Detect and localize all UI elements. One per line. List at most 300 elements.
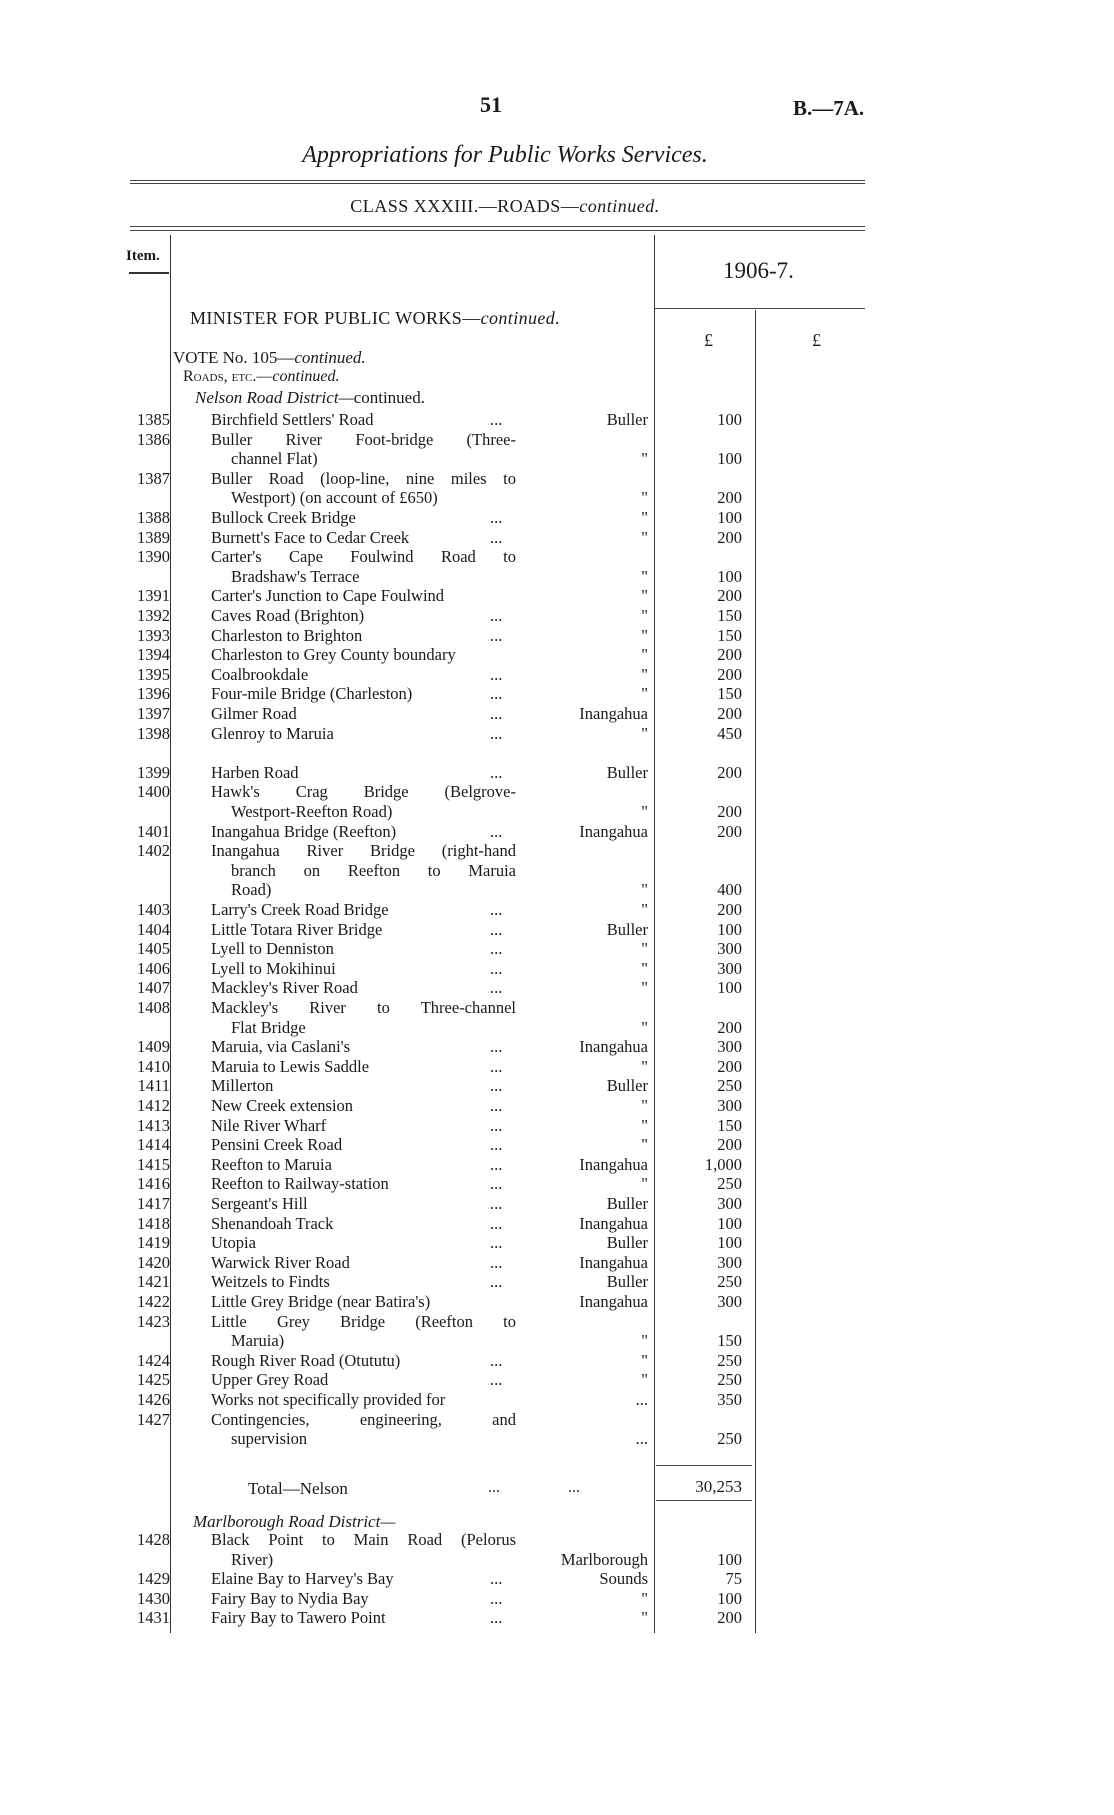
description-line: Little Totara River Bridge xyxy=(211,919,383,939)
description-line: Warwick River Road xyxy=(211,1252,350,1272)
item-number: 1415 xyxy=(137,1154,170,1174)
item-number: 1405 xyxy=(137,939,170,959)
county-name: " xyxy=(641,978,648,998)
item-description xyxy=(211,782,516,821)
description-line: Westport-Reefton Road) xyxy=(231,801,393,821)
leader-dots: ... xyxy=(490,723,503,743)
amount: 100 xyxy=(717,449,742,469)
leader-dots: ... xyxy=(490,684,503,704)
description-line: Four-mile Bridge (Charleston) xyxy=(211,684,413,704)
amount: 150 xyxy=(717,1115,742,1135)
description-line: Inangahua River Bridge (right-hand xyxy=(211,841,516,861)
description-line: Mackley's River to Three-channel xyxy=(211,998,516,1017)
item-number: 1418 xyxy=(137,1213,170,1233)
county-name: Buller xyxy=(606,1194,648,1213)
item-number: 1408 xyxy=(137,998,170,1017)
amount: 200 xyxy=(717,762,742,782)
minister-suffix: continued. xyxy=(480,308,561,328)
county-name: " xyxy=(641,1608,648,1628)
total-leader-dots-2: ... xyxy=(568,1479,580,1496)
item-description xyxy=(211,1057,516,1077)
amount: 100 xyxy=(717,978,742,998)
amount: 200 xyxy=(717,1135,742,1155)
total-rule-top xyxy=(656,1465,752,1466)
county-name: Buller xyxy=(606,410,648,429)
county-name: " xyxy=(641,664,648,684)
item-description xyxy=(211,665,516,685)
amount: 200 xyxy=(717,1056,742,1076)
amount: 400 xyxy=(717,880,742,900)
county-name: Buller xyxy=(606,1233,648,1253)
amount: 250 xyxy=(717,1429,742,1449)
county-name: " xyxy=(641,1350,648,1370)
amount: 300 xyxy=(717,1096,742,1115)
amount: 200 xyxy=(717,801,742,821)
amount: 300 xyxy=(717,958,742,978)
leader-dots: ... xyxy=(490,704,503,723)
item-number: 1397 xyxy=(137,704,170,723)
item-number: 1400 xyxy=(137,782,170,802)
county-name: " xyxy=(641,801,648,821)
description-line: Lyell to Mokihinui xyxy=(211,958,336,978)
description-line: Little Grey Bridge (Reefton to xyxy=(211,1311,516,1331)
item-number: 1396 xyxy=(137,684,170,704)
county-name: Sounds xyxy=(599,1569,648,1589)
item-number: 1414 xyxy=(137,1135,170,1155)
description-line: Charleston to Grey County boundary xyxy=(211,645,456,665)
description-line: Lyell to Denniston xyxy=(211,939,334,959)
item-description xyxy=(211,920,516,940)
description-line: Birchfield Settlers' Road xyxy=(211,410,374,429)
item-description xyxy=(211,822,516,842)
description-line: Works not specifically provided for xyxy=(211,1390,446,1409)
county-name: " xyxy=(641,1174,648,1194)
description-line: Black Point to Main Road (Pelorus xyxy=(211,1530,516,1549)
leader-dots: ... xyxy=(490,1037,503,1057)
item-number: 1424 xyxy=(137,1350,170,1370)
item-description xyxy=(211,410,516,430)
item-description xyxy=(211,1370,516,1390)
minister-text: MINISTER FOR PUBLIC WORKS— xyxy=(190,308,481,328)
item-description xyxy=(211,1530,516,1569)
county-name: Marlborough xyxy=(560,1549,648,1569)
item-number: 1394 xyxy=(137,645,170,665)
description-line: Flat Bridge xyxy=(231,1017,306,1037)
item-number: 1419 xyxy=(137,1233,170,1253)
leader-dots: ... xyxy=(490,1252,503,1272)
district-suffix: continued. xyxy=(353,388,425,407)
roads-suffix: continued. xyxy=(272,368,340,385)
item-number: 1388 xyxy=(137,508,170,527)
item-description xyxy=(211,939,516,959)
item-number: 1389 xyxy=(137,527,170,547)
description-line: Caves Road (Brighton) xyxy=(211,606,365,625)
item-number: 1391 xyxy=(137,586,170,606)
description-line: Rough River Road (Otututu) xyxy=(211,1350,401,1370)
leader-dots: ... xyxy=(490,1272,503,1292)
amount: 200 xyxy=(717,488,742,508)
leader-dots: ... xyxy=(490,1135,503,1155)
county-name: ... xyxy=(635,1429,648,1449)
item-number: 1423 xyxy=(137,1311,170,1331)
leader-dots: ... xyxy=(490,1056,503,1076)
county-name: " xyxy=(641,586,648,606)
leader-dots: ... xyxy=(490,958,503,978)
class-heading-text: CLASS XXXIII.—ROADS— xyxy=(350,196,580,216)
amount: 150 xyxy=(717,684,742,704)
item-description xyxy=(211,1253,516,1273)
item-number: 1387 xyxy=(137,468,170,488)
county-name: Inangahua xyxy=(579,1292,648,1311)
leader-dots: ... xyxy=(490,762,503,782)
leader-dots: ... xyxy=(490,508,503,527)
amount: 100 xyxy=(717,508,742,527)
item-number: 1411 xyxy=(137,1076,170,1096)
item-number: 1407 xyxy=(137,978,170,998)
county-name: Buller xyxy=(606,1272,648,1292)
item-description xyxy=(211,1194,516,1214)
county-name: " xyxy=(641,508,648,527)
leader-dots: ... xyxy=(490,410,503,429)
description-line: Gilmer Road xyxy=(211,704,297,723)
description-line: Pensini Creek Road xyxy=(211,1135,343,1155)
amount: 100 xyxy=(717,410,742,429)
item-description xyxy=(211,1312,516,1351)
county-name: " xyxy=(641,449,648,469)
description-line: Westport) (on account of £650) xyxy=(231,488,438,508)
item-number: 1422 xyxy=(137,1292,170,1311)
description-line: Carter's Junction to Cape Foulwind xyxy=(211,586,445,606)
page-title: Appropriations for Public Works Services. xyxy=(302,142,708,168)
description-line: Glenroy to Maruia xyxy=(211,723,334,743)
leader-dots: ... xyxy=(490,1096,503,1115)
description-line: Buller Road (loop-line, nine miles to xyxy=(211,468,516,488)
leader-dots: ... xyxy=(490,1608,503,1628)
amount: 100 xyxy=(717,919,742,939)
description-line: Fairy Bay to Tawero Point xyxy=(211,1608,386,1628)
description-line: Hawk's Crag Bridge (Belgrove- xyxy=(211,782,516,802)
amount: 450 xyxy=(717,723,742,743)
item-description xyxy=(211,430,516,469)
amount: 150 xyxy=(717,625,742,645)
county-name: Inangahua xyxy=(579,1252,648,1272)
item-description xyxy=(211,1096,516,1116)
item-number: 1399 xyxy=(137,762,170,782)
description-line: Reefton to Railway-station xyxy=(211,1174,389,1194)
item-description xyxy=(211,1155,516,1175)
item-number: 1390 xyxy=(137,547,170,567)
item-number: 1412 xyxy=(137,1096,170,1115)
description-line: Fairy Bay to Nydia Bay xyxy=(211,1588,369,1608)
item-description xyxy=(211,626,516,646)
amount: 250 xyxy=(717,1370,742,1390)
item-number: 1404 xyxy=(137,919,170,939)
item-number: 1421 xyxy=(137,1272,170,1292)
amount: 200 xyxy=(717,527,742,547)
amount: 75 xyxy=(725,1569,742,1589)
item-description xyxy=(211,1174,516,1194)
county-name: " xyxy=(641,880,648,900)
amount: 300 xyxy=(717,1194,742,1213)
description-line: Carter's Cape Foulwind Road to xyxy=(211,547,516,567)
description-line: Maruia to Lewis Saddle xyxy=(211,1056,370,1076)
item-number: 1416 xyxy=(137,1174,170,1194)
item-description xyxy=(211,900,516,920)
county-name: " xyxy=(641,1331,648,1351)
item-number: 1417 xyxy=(137,1194,170,1213)
item-description xyxy=(211,1272,516,1292)
amount: 200 xyxy=(717,1017,742,1037)
total-leader-dots-1: ... xyxy=(488,1479,500,1496)
item-number: 1406 xyxy=(137,958,170,978)
description-line: Larry's Creek Road Bridge xyxy=(211,900,389,919)
item-number: 1428 xyxy=(137,1530,170,1549)
roads-text: Roads, etc.— xyxy=(183,368,273,385)
item-description xyxy=(211,998,516,1037)
item-number: 1426 xyxy=(137,1390,170,1409)
item-description xyxy=(211,1076,516,1096)
description-line: Inangahua Bridge (Reefton) xyxy=(211,821,397,841)
leader-dots: ... xyxy=(490,1233,503,1253)
item-description xyxy=(211,978,516,998)
year-column-header: 1906-7. xyxy=(723,258,794,283)
description-line: Charleston to Brighton xyxy=(211,625,363,645)
county-name: " xyxy=(641,1096,648,1115)
description-line: Sergeant's Hill xyxy=(211,1194,308,1213)
amount: 300 xyxy=(717,939,742,959)
item-description xyxy=(211,1410,516,1449)
item-number: 1431 xyxy=(137,1608,170,1628)
description-line: channel Flat) xyxy=(231,449,318,469)
leader-dots: ... xyxy=(490,939,503,959)
item-description xyxy=(211,645,516,665)
item-description xyxy=(211,1351,516,1371)
leader-dots: ... xyxy=(490,606,503,625)
item-number: 1392 xyxy=(137,606,170,625)
leader-dots: ... xyxy=(490,821,503,841)
item-description xyxy=(211,1233,516,1253)
item-number: 1425 xyxy=(137,1370,170,1390)
description-line: supervision xyxy=(231,1429,308,1449)
total-label: Total—Nelson xyxy=(248,1479,348,1498)
description-line: Coalbrookdale xyxy=(211,664,309,684)
leader-dots: ... xyxy=(490,978,503,998)
leader-dots: ... xyxy=(490,1194,503,1213)
leader-dots: ... xyxy=(490,1370,503,1390)
item-number: 1430 xyxy=(137,1588,170,1608)
item-number: 1427 xyxy=(137,1409,170,1429)
description-line: Maruia) xyxy=(231,1331,285,1351)
description-line: Bradshaw's Terrace xyxy=(231,566,360,586)
amount: 300 xyxy=(717,1252,742,1272)
county-name: " xyxy=(641,1017,648,1037)
description-line: Bullock Creek Bridge xyxy=(211,508,356,527)
leader-dots: ... xyxy=(490,1350,503,1370)
leader-dots: ... xyxy=(490,1076,503,1096)
description-line: Harben Road xyxy=(211,762,299,782)
leader-dots: ... xyxy=(490,527,503,547)
item-description xyxy=(211,1037,516,1057)
amount: 200 xyxy=(717,664,742,684)
item-number: 1395 xyxy=(137,664,170,684)
item-description xyxy=(211,1390,516,1410)
county-name: Inangahua xyxy=(579,704,648,723)
item-description xyxy=(211,1135,516,1155)
description-line: Reefton to Maruia xyxy=(211,1154,332,1174)
leader-dots: ... xyxy=(490,1115,503,1135)
item-description xyxy=(211,606,516,626)
amount: 250 xyxy=(717,1350,742,1370)
item-number: 1386 xyxy=(137,429,170,449)
description-line: Nile River Wharf xyxy=(211,1115,327,1135)
item-number: 1409 xyxy=(137,1037,170,1057)
amount: 300 xyxy=(717,1037,742,1057)
county-name: Buller xyxy=(606,1076,648,1096)
item-description xyxy=(211,841,516,900)
item-description xyxy=(211,528,516,548)
document-reference: B.—7A. xyxy=(793,96,865,120)
description-line: Millerton xyxy=(211,1076,274,1096)
leader-dots: ... xyxy=(490,1569,503,1589)
amount: 100 xyxy=(717,566,742,586)
total-value: 30,253 xyxy=(695,1477,742,1496)
item-number: 1429 xyxy=(137,1569,170,1589)
item-number: 1420 xyxy=(137,1252,170,1272)
county-name: " xyxy=(641,566,648,586)
item-description xyxy=(211,1214,516,1234)
item-description xyxy=(211,1608,516,1628)
description-line: Mackley's River Road xyxy=(211,978,358,998)
description-line: branch on Reefton to Maruia xyxy=(231,860,516,880)
amount: 150 xyxy=(717,1331,742,1351)
county-name: " xyxy=(641,939,648,959)
vote-text: VOTE No. 105— xyxy=(173,348,295,367)
total-rule-bottom xyxy=(656,1500,752,1501)
leader-dots: ... xyxy=(490,1213,503,1233)
county-name: Inangahua xyxy=(579,821,648,841)
county-name: " xyxy=(641,606,648,625)
marlborough-district-heading: Marlborough Road District— xyxy=(193,1512,396,1531)
item-description xyxy=(211,586,516,606)
item-number: 1393 xyxy=(137,625,170,645)
amount: 200 xyxy=(717,704,742,723)
county-name: " xyxy=(641,900,648,919)
item-description xyxy=(211,1292,516,1312)
currency-header-1: £ xyxy=(704,330,713,350)
amount: 250 xyxy=(717,1272,742,1292)
item-description xyxy=(211,704,516,724)
item-description xyxy=(211,469,516,508)
vote-suffix: continued. xyxy=(294,348,366,367)
amount: 200 xyxy=(717,821,742,841)
item-number: 1385 xyxy=(137,410,170,429)
amount: 300 xyxy=(717,1292,742,1311)
county-name: " xyxy=(641,1588,648,1608)
description-line: Elaine Bay to Harvey's Bay xyxy=(211,1569,394,1589)
county-name: ... xyxy=(635,1390,648,1409)
class-heading-suffix: continued. xyxy=(579,196,660,216)
item-description xyxy=(211,1116,516,1136)
description-line: Upper Grey Road xyxy=(211,1370,329,1390)
description-line: Burnett's Face to Cedar Creek xyxy=(211,527,410,547)
leader-dots: ... xyxy=(490,919,503,939)
amount: 250 xyxy=(717,1174,742,1194)
description-line: Utopia xyxy=(211,1233,256,1253)
amount: 100 xyxy=(717,1588,742,1608)
amount: 1,000 xyxy=(704,1154,742,1174)
item-description xyxy=(211,763,516,783)
description-line: Weitzels to Findts xyxy=(211,1272,330,1292)
description-line: River) xyxy=(231,1549,274,1569)
county-name: Buller xyxy=(606,919,648,939)
amount: 150 xyxy=(717,606,742,625)
item-number: 1402 xyxy=(137,841,170,861)
county-name: " xyxy=(641,488,648,508)
amount: 350 xyxy=(717,1390,742,1409)
county-name: " xyxy=(641,723,648,743)
county-name: " xyxy=(641,1135,648,1155)
item-description xyxy=(211,724,516,744)
county-name: " xyxy=(641,958,648,978)
item-description xyxy=(211,1589,516,1609)
amount: 100 xyxy=(717,1213,742,1233)
description-line: Maruia, via Caslani's xyxy=(211,1037,351,1057)
district-text: Nelson Road District— xyxy=(195,388,354,407)
county-name: " xyxy=(641,625,648,645)
county-name: Buller xyxy=(606,762,648,782)
description-line: New Creek extension xyxy=(211,1096,354,1115)
county-name: Inangahua xyxy=(579,1213,648,1233)
amount: 200 xyxy=(717,586,742,606)
currency-header-2: £ xyxy=(812,330,821,350)
county-name: Inangahua xyxy=(579,1154,648,1174)
leader-dots: ... xyxy=(490,1154,503,1174)
amount: 100 xyxy=(717,1549,742,1569)
amount: 100 xyxy=(717,1233,742,1253)
page-number: 51 xyxy=(480,92,502,117)
description-line: Buller River Foot-bridge (Three- xyxy=(211,429,516,449)
amount: 200 xyxy=(717,1608,742,1628)
item-description xyxy=(211,684,516,704)
description-line: Contingencies, engineering, and xyxy=(211,1409,516,1429)
item-number: 1413 xyxy=(137,1115,170,1135)
county-name: " xyxy=(641,527,648,547)
item-number: 1410 xyxy=(137,1056,170,1076)
description-line: Little Grey Bridge (near Batira's) xyxy=(211,1292,431,1311)
item-column-header: Item. xyxy=(126,248,160,264)
leader-dots: ... xyxy=(490,1588,503,1608)
county-name: " xyxy=(641,645,648,665)
item-description xyxy=(211,547,516,586)
item-number: 1403 xyxy=(137,900,170,919)
amount: 200 xyxy=(717,645,742,665)
item-number: 1398 xyxy=(137,723,170,743)
leader-dots: ... xyxy=(490,664,503,684)
county-name: " xyxy=(641,1056,648,1076)
leader-dots: ... xyxy=(490,900,503,919)
item-description xyxy=(211,959,516,979)
county-name: " xyxy=(641,1115,648,1135)
county-name: Inangahua xyxy=(579,1037,648,1057)
item-description xyxy=(211,508,516,528)
county-name: " xyxy=(641,684,648,704)
description-line: Road) xyxy=(231,880,272,900)
description-line: Shenandoah Track xyxy=(211,1213,334,1233)
amount: 200 xyxy=(717,900,742,919)
county-name: " xyxy=(641,1370,648,1390)
item-number: 1401 xyxy=(137,821,170,841)
item-description xyxy=(211,1569,516,1589)
